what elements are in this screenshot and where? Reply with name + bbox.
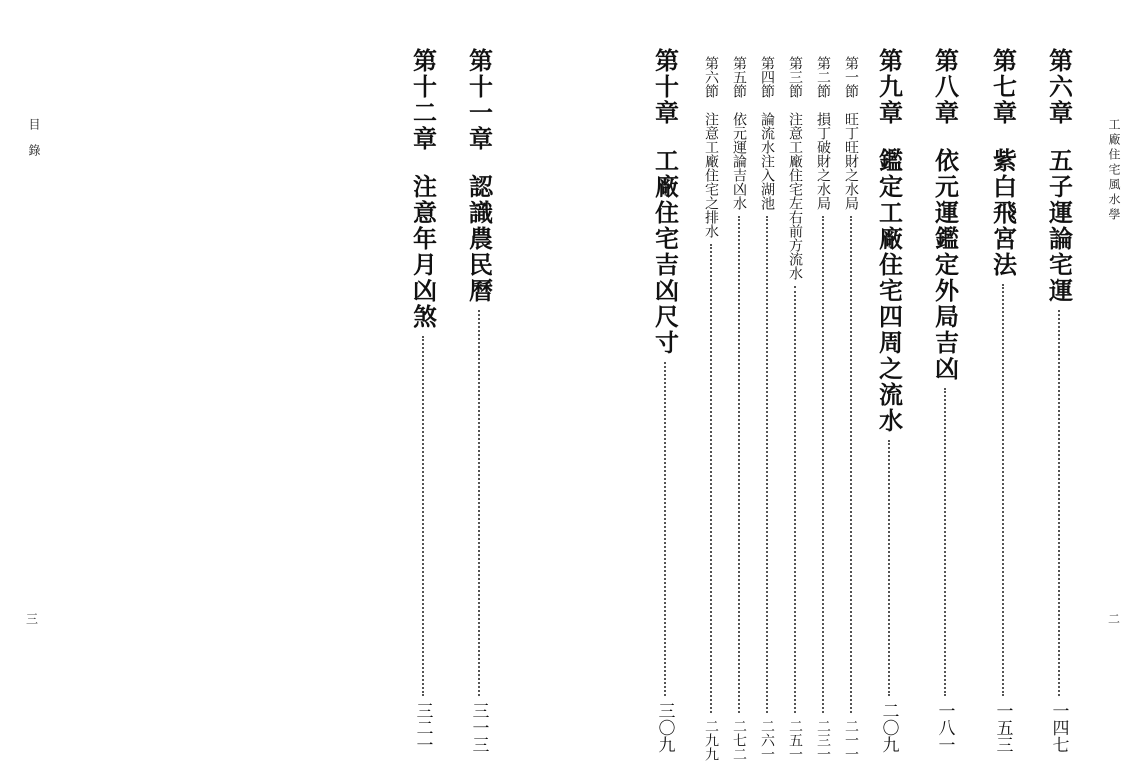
- section-title: 損丁破財之水局: [815, 112, 831, 210]
- toc-entry-chapter-9[interactable]: [874, 48, 904, 753]
- toc-entry-section-6[interactable]: [700, 56, 722, 761]
- section-number: 第六節: [703, 56, 719, 98]
- toc-entry-chapter-6[interactable]: [1044, 48, 1074, 753]
- chapter-title: 紫白飛宮法: [988, 148, 1017, 278]
- toc-entry-section-1[interactable]: [840, 56, 862, 761]
- page-number: 二九九: [703, 719, 719, 761]
- dot-leader: [710, 244, 712, 713]
- chapter-number: 第十一章: [464, 48, 493, 152]
- section-number: 第一節: [843, 56, 859, 98]
- chapter-title: 認識農民曆: [464, 174, 493, 304]
- chapter-number: 第十二章: [408, 48, 437, 152]
- page-number: 三〇九: [654, 702, 675, 753]
- chapter-number: 第七章: [988, 48, 1017, 126]
- page-number: 三一三: [468, 702, 489, 753]
- chapter-title: 鑑定工廠住宅四周之流水: [874, 148, 903, 434]
- chapter-number: 第八章: [930, 48, 959, 126]
- page-number: 二七二: [731, 719, 747, 761]
- page-number: 二〇九: [878, 702, 899, 753]
- book-title: 工廠住宅風水學: [1107, 118, 1121, 223]
- page-number: 一四七: [1048, 702, 1069, 753]
- dot-leader: [1058, 310, 1060, 696]
- contents-label: 目錄: [27, 118, 41, 170]
- section-number: 第三節: [787, 56, 803, 98]
- toc-entry-section-2[interactable]: [812, 56, 834, 761]
- dot-leader: [422, 336, 424, 696]
- toc-entry-chapter-7[interactable]: [988, 48, 1018, 753]
- page-number: 二一一: [843, 719, 859, 761]
- toc-entry-section-3[interactable]: [784, 56, 806, 761]
- page-number: 二三一: [815, 719, 831, 761]
- chapter-title: 依元運鑑定外局吉凶: [930, 148, 959, 382]
- dot-leader: [766, 216, 768, 713]
- page-number: 二五一: [787, 719, 803, 761]
- toc-entry-chapter-8[interactable]: [930, 48, 960, 753]
- page-number: 三二一: [412, 702, 433, 753]
- chapter-number: 第九章: [874, 48, 903, 126]
- dot-leader: [664, 362, 666, 696]
- section-number: 第四節: [759, 56, 775, 98]
- page-number: 二六一: [759, 719, 775, 761]
- toc-entry-chapter-11[interactable]: [464, 48, 494, 753]
- page-number: 一五三: [992, 702, 1013, 753]
- chapter-title: 注意年月凶煞: [408, 174, 437, 330]
- dot-leader: [822, 216, 824, 713]
- chapter-title: 五子運論宅運: [1044, 148, 1073, 304]
- section-title: 依元運論吉凶水: [731, 112, 747, 210]
- toc-entry-section-5[interactable]: [728, 56, 750, 761]
- dot-leader: [738, 216, 740, 713]
- right-page-number: 二: [1108, 612, 1121, 626]
- dot-leader: [478, 310, 480, 696]
- chapter-number: 第六章: [1044, 48, 1073, 126]
- section-title: 論流水注入湖池: [759, 112, 775, 210]
- section-number: 第二節: [815, 56, 831, 98]
- section-number: 第五節: [731, 56, 747, 98]
- left-page-number: 三: [26, 612, 39, 626]
- toc-entry-chapter-12[interactable]: [408, 48, 438, 753]
- dot-leader: [1002, 284, 1004, 696]
- toc-entry-chapter-10[interactable]: [650, 48, 680, 753]
- section-title: 注意工廠住宅左右前方流水: [787, 112, 803, 280]
- dot-leader: [944, 388, 946, 696]
- dot-leader: [794, 286, 796, 713]
- toc-entry-section-4[interactable]: [756, 56, 778, 761]
- page-number: 一八一: [934, 702, 955, 753]
- dot-leader: [888, 440, 890, 696]
- section-title: 注意工廠住宅之排水: [703, 112, 719, 238]
- chapter-number: 第十章: [650, 48, 679, 126]
- section-title: 旺丁旺財之水局: [843, 112, 859, 210]
- chapter-title: 工廠住宅吉凶尺寸: [650, 148, 679, 356]
- dot-leader: [850, 216, 852, 713]
